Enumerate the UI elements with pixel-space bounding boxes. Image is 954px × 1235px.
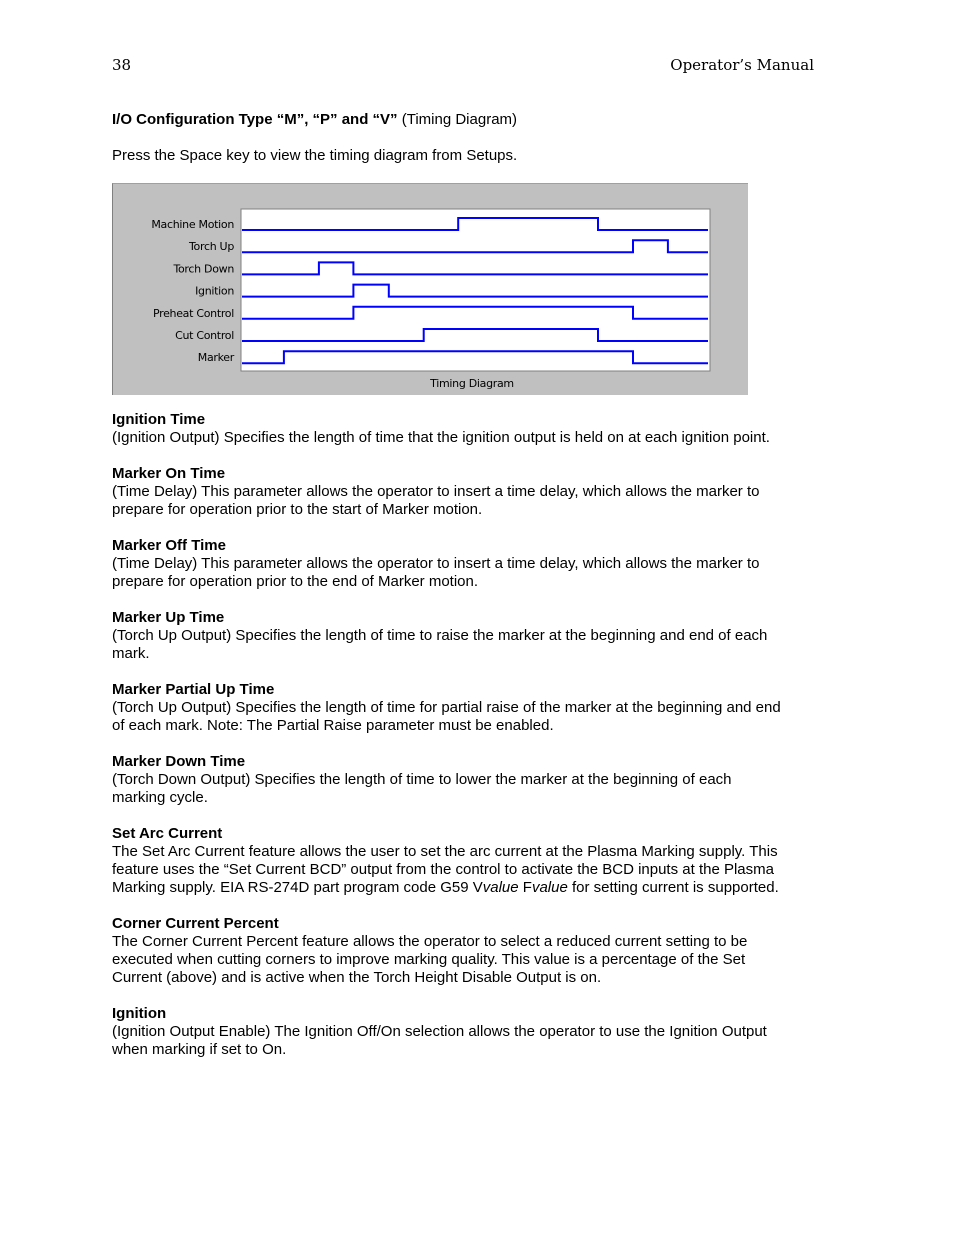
section-marker-up-time xyxy=(112,609,822,663)
signal-labels xyxy=(151,218,234,364)
manual-title: Operator’s Manual xyxy=(670,56,814,74)
section-heading: Ignition xyxy=(112,1005,167,1022)
section-corner-current-percent xyxy=(112,915,822,987)
section-heading: Marker Up Time xyxy=(112,609,225,626)
signal-label: Torch Down xyxy=(173,262,234,276)
page-number: 38 xyxy=(112,56,132,74)
section-title-normal: (Timing Diagram) xyxy=(397,111,518,128)
section-text: (Ignition Output) Specifies the length of time that the ignition output is held on at each ignition point. xyxy=(112,429,770,446)
section-heading: Set Arc Current xyxy=(112,825,223,842)
section-text: The Set Arc Current feature allows the user to set the arc current at the Plasma Marking supply. This xyxy=(112,843,778,860)
section-heading: Marker Down Time xyxy=(112,753,246,770)
section-heading: Ignition Time xyxy=(112,411,206,428)
section-ignition xyxy=(112,1005,822,1059)
section-heading: Marker Partial Up Time xyxy=(112,681,275,698)
section-heading: Marker On Time xyxy=(112,465,226,482)
signal-label: Marker xyxy=(197,351,234,365)
section-ignition-time xyxy=(112,411,822,447)
section-title-bold: I/O Configuration Type “M”, “P” and “V” xyxy=(112,111,398,128)
section-text: prepare for operation prior to the start of Marker motion. xyxy=(112,501,483,518)
signal-label: Ignition xyxy=(195,284,234,298)
section-title xyxy=(112,111,517,128)
section-text: (Torch Down Output) Specifies the length of time to lower the marker at the beginning of each xyxy=(112,771,732,788)
signal-label: Preheat Control xyxy=(152,306,234,320)
section-heading: Marker Off Time xyxy=(112,537,226,554)
section-text: The Corner Current Percent feature allows the operator to select a reduced current setting to be xyxy=(112,933,748,950)
section-text: Current (above) and is active when the Torch Height Disable Output is on. xyxy=(112,969,602,986)
section-text: when marking if set to On. xyxy=(112,1041,287,1058)
section-marker-down-time xyxy=(112,753,822,807)
section-text: Marking supply. EIA RS-274D part program code G59 Vvalue Fvalue for setting current is supported. xyxy=(112,879,779,896)
section-text: feature uses the “Set Current BCD” output from the control to activate the BCD inputs at the Plasma xyxy=(112,861,774,878)
intro-text: Press the Space key to view the timing diagram from Setups. xyxy=(112,147,518,164)
section-heading: Corner Current Percent xyxy=(112,915,279,932)
section-text: of each mark. Note: The Partial Raise parameter must be enabled. xyxy=(112,717,554,734)
section-set-arc-current xyxy=(112,825,822,897)
section-marker-partial-up-time xyxy=(112,681,822,735)
section-text: (Time Delay) This parameter allows the operator to insert a time delay, which allows the marker to xyxy=(112,483,760,500)
section-text: mark. xyxy=(112,645,150,662)
section-marker-off-time xyxy=(112,537,822,591)
section-marker-on-time xyxy=(112,465,822,519)
section-text: (Torch Up Output) Specifies the length of time to raise the marker at the beginning and end of each xyxy=(112,627,768,644)
section-text: (Time Delay) This parameter allows the operator to insert a time delay, which allows the marker to xyxy=(112,555,760,572)
section-text: prepare for operation prior to the end of Marker motion. xyxy=(112,573,479,590)
diagram-caption: Timing Diagram xyxy=(430,377,514,390)
signal-label: Machine Motion xyxy=(151,218,234,231)
section-text: (Ignition Output Enable) The Ignition Off/On selection allows the operator to use the Ignition Output xyxy=(112,1023,767,1040)
section-text: executed when cutting corners to improve marking quality. This value is a percentage of the Set xyxy=(112,951,746,968)
plot-area xyxy=(241,209,710,371)
timing-diagram xyxy=(113,184,749,396)
section-text: marking cycle. xyxy=(112,789,208,806)
signal-label: Torch Up xyxy=(188,240,234,254)
section-text: (Torch Up Output) Specifies the length of time for partial raise of the marker at the beginning and end xyxy=(112,699,781,716)
timing-diagram-window xyxy=(112,183,748,395)
signal-label: Cut Control xyxy=(175,329,234,342)
parameter-descriptions xyxy=(112,411,822,1077)
